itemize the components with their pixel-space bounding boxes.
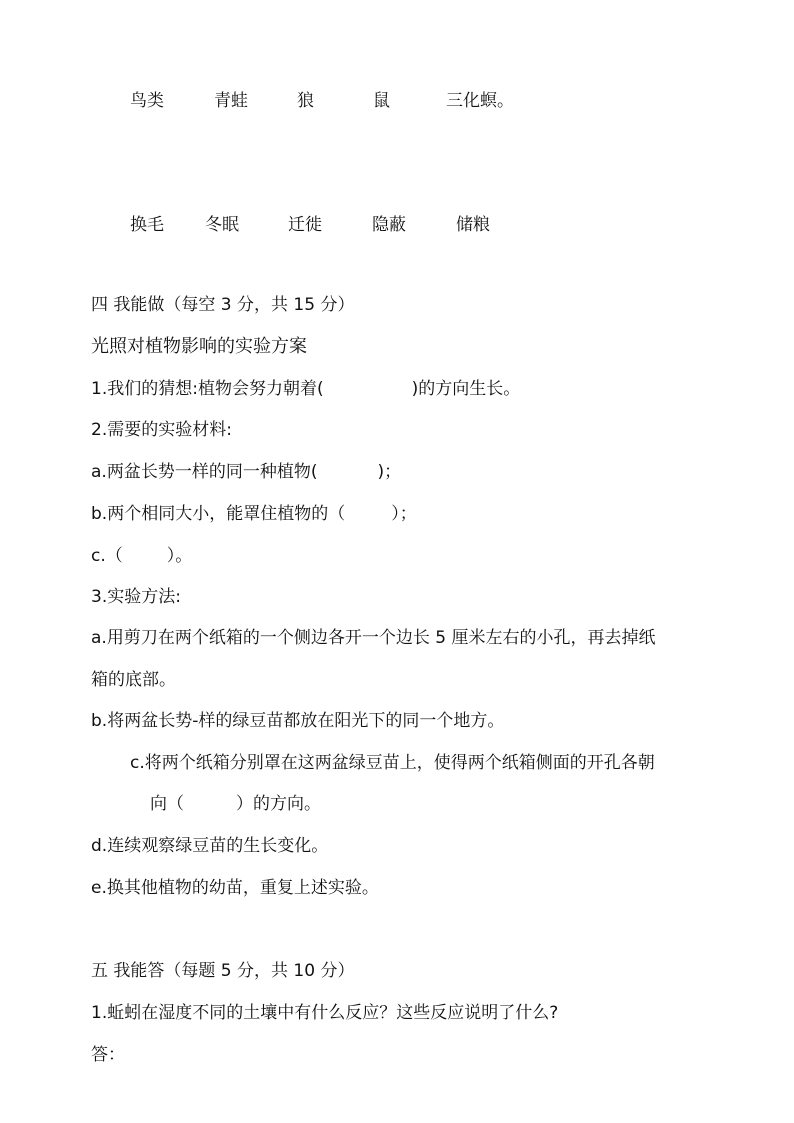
method-e: e.换其他植物的幼苗，重复上述实验。 [91,878,379,898]
behavior-word: 储粮 [456,215,490,235]
animal-word: 三化螟。 [446,91,514,111]
material-b-text: b.两个相同大小，能罩住植物的（ [91,504,346,524]
material-a [91,460,401,484]
animal-word: 鸟类 [130,91,164,111]
question-1 [91,377,520,401]
behavior-word: 冬眠 [205,215,239,235]
method-c-line1: c.将两个纸箱分别罩在这两盆绿豆苗上，使得两个纸箱侧面的开孔各朝 [130,753,655,773]
method-c-end: ）的方向。 [236,794,321,814]
section5-heading: 五 我能答（每题 5 分，共 10 分） [91,961,355,981]
method-a-line2: 箱的底部。 [91,670,176,690]
answer-label: 答： [91,1045,125,1065]
behavior-word: 迁徙 [288,215,322,235]
question-3: 3.实验方法: [91,587,181,607]
material-c [91,544,192,568]
material-c-end: ）。 [166,546,193,566]
animal-word: 狼 [297,91,314,111]
question-1-text: 1.我们的猜想:植物会努力朝着( [91,379,324,399]
section4-heading: 四 我能做（每空 3 分，共 15 分） [91,295,355,315]
behavior-word: 换毛 [130,215,164,235]
animal-word: 青蛙 [214,91,248,111]
question-1-text-end: )的方向生长。 [411,379,521,399]
section5-question-1: 1.蚯蚓在湿度不同的土壤中有什么反应？这些反应说明了什么? [91,1003,559,1023]
method-a-line1: a.用剪刀在两个纸箱的一个侧边各开一个边长 5 厘米左右的小孔，再去掉纸 [91,628,656,648]
behavior-word: 隐蔽 [372,215,406,235]
experiment-title: 光照对植物影响的实验方案 [91,336,307,357]
material-b [91,502,417,526]
material-b-end: ）； [391,504,417,524]
method-d: d.连续观察绿豆苗的生长变化。 [91,836,329,856]
animal-word: 鼠 [373,91,390,111]
method-b: b.将两盆长势-样的绿豆苗都放在阳光下的同一个地方。 [91,711,505,731]
material-a-text: a.两盆长势一样的同一种植物( [91,462,318,482]
question-2: 2.需要的实验材料: [91,420,232,440]
method-c-line2 [150,792,321,816]
material-a-end: )； [377,462,402,482]
material-c-text: c.（ [91,546,123,566]
method-c-text: 向（ [150,794,184,814]
